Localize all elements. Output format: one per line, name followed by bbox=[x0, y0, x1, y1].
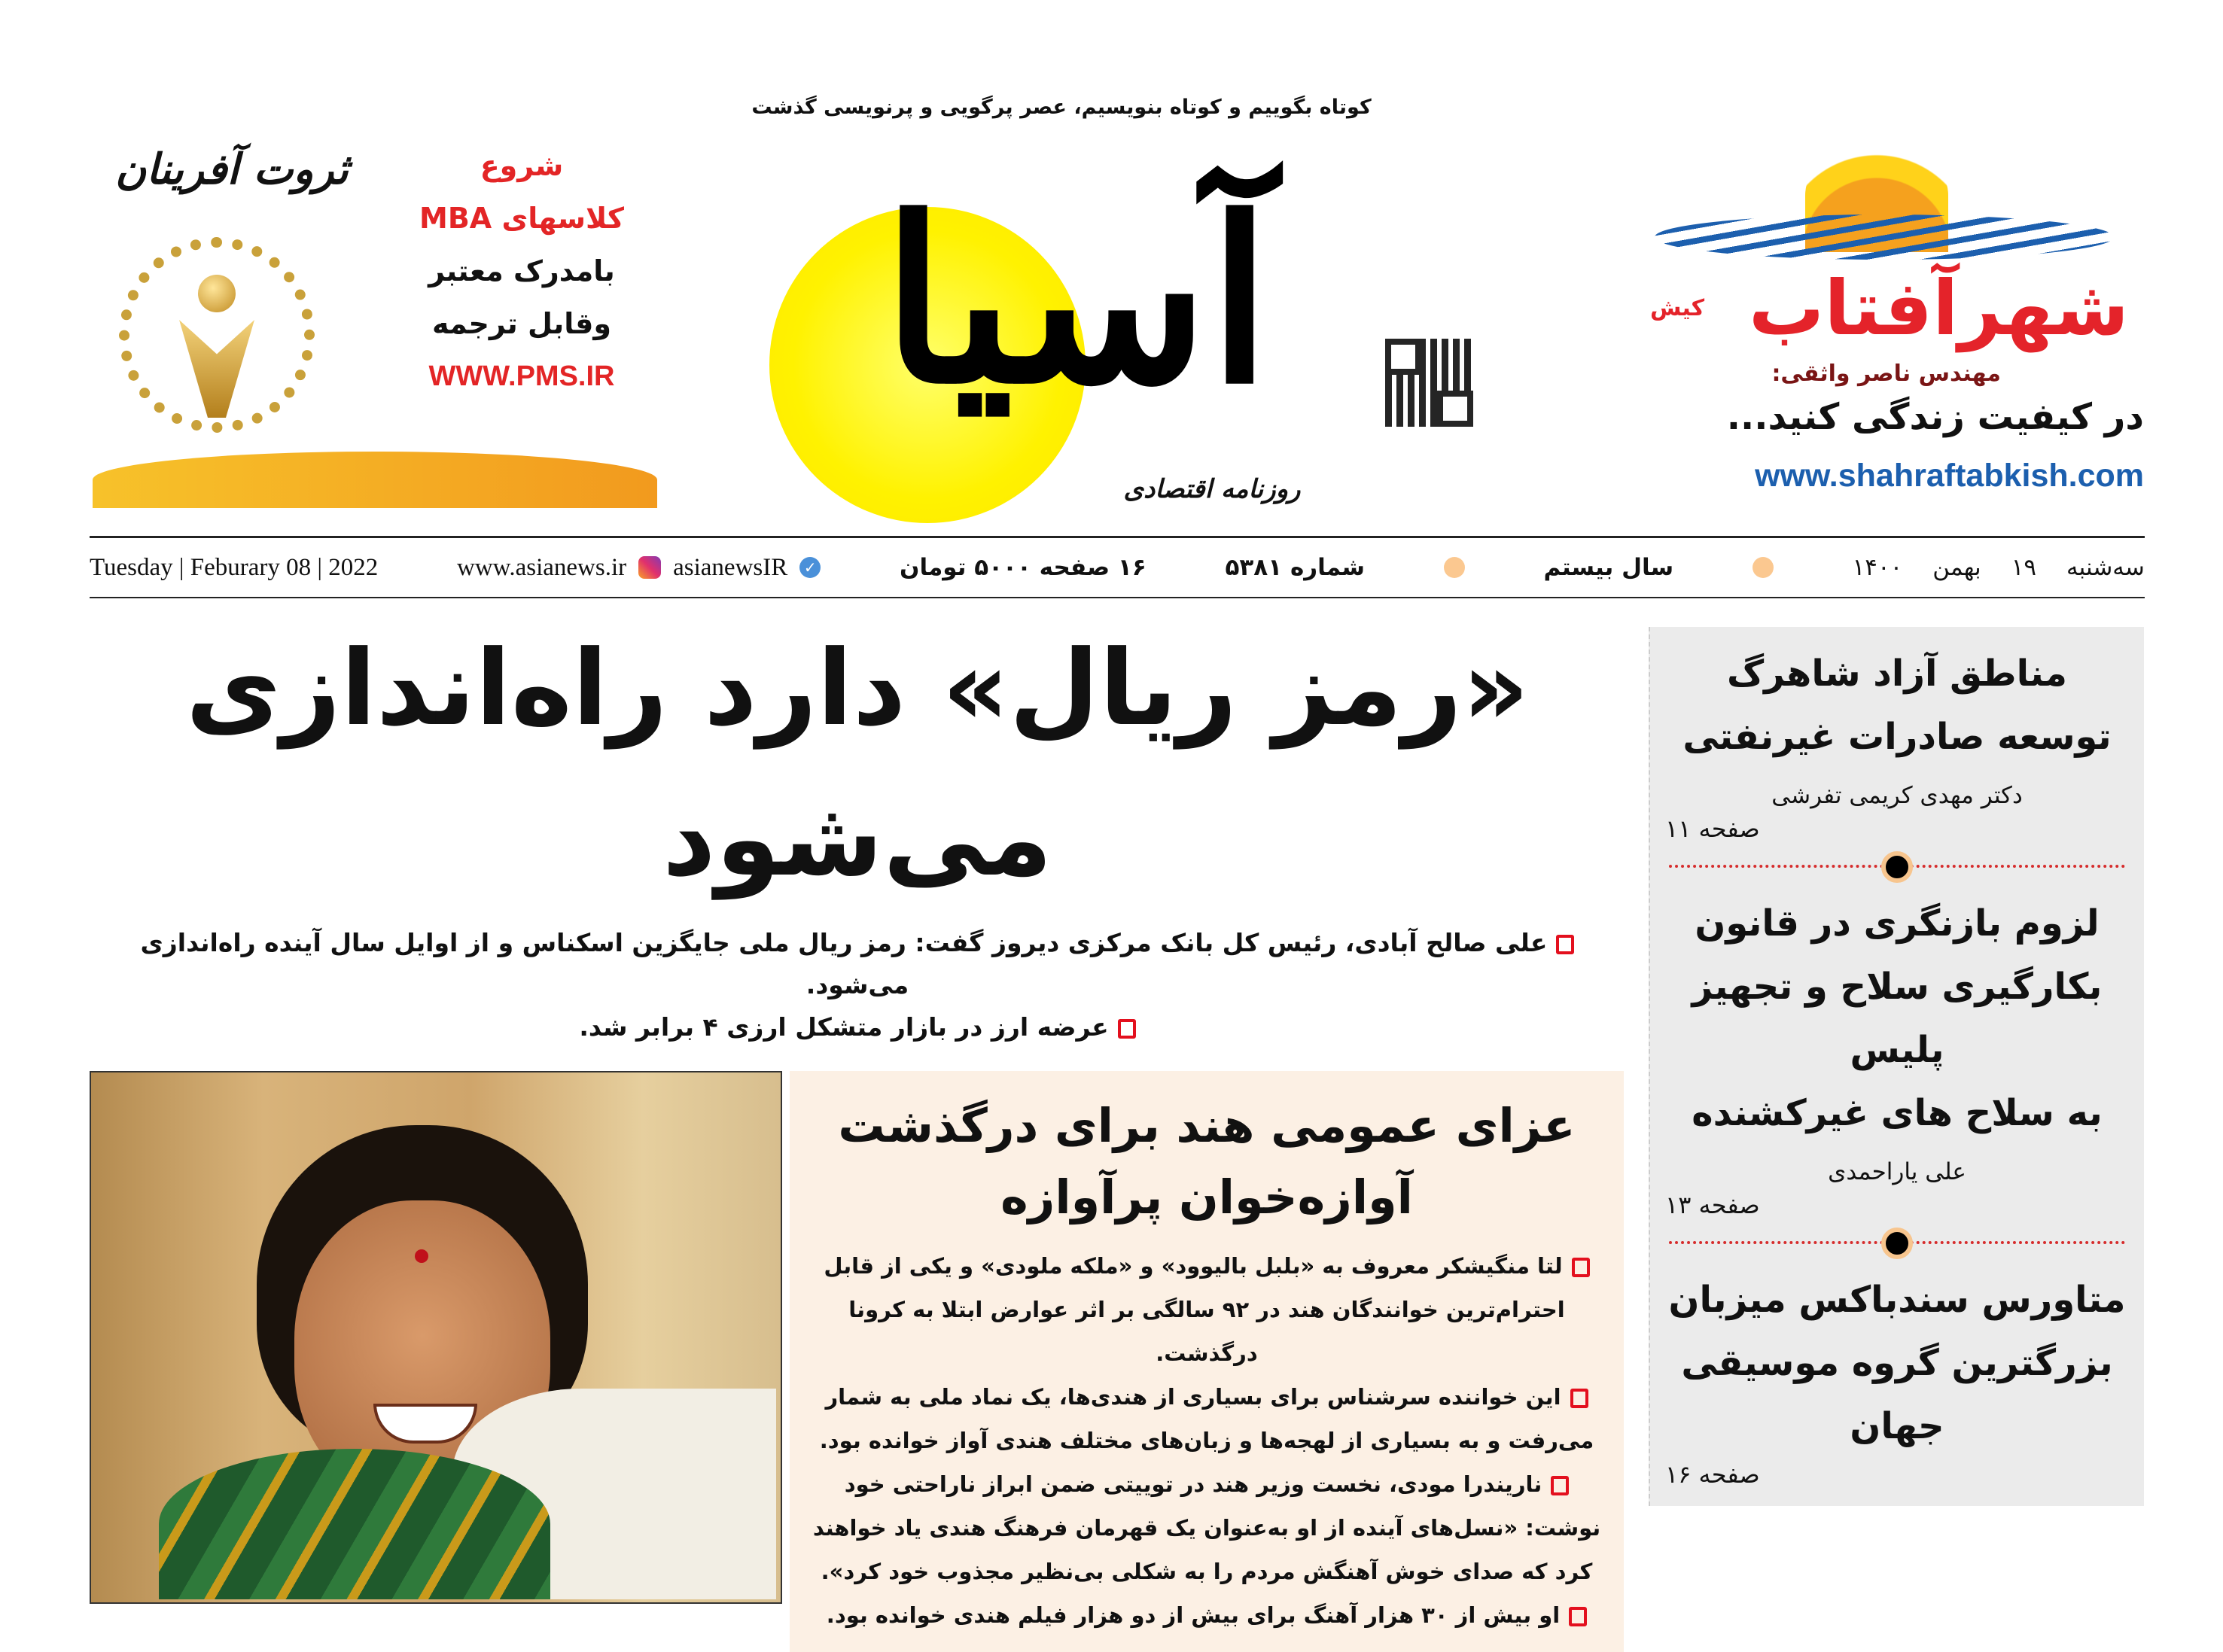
photo-bindi bbox=[415, 1249, 428, 1263]
feature-paragraph bbox=[811, 1375, 1603, 1462]
feature-title[interactable] bbox=[811, 1090, 1603, 1233]
shahr-aftab-advertisement[interactable] bbox=[1625, 132, 2148, 508]
sidebar-teasers bbox=[1649, 627, 2144, 1506]
lead-line-2 bbox=[90, 1006, 1625, 1048]
ad-url-link[interactable]: WWW.PMS.IR bbox=[428, 361, 615, 392]
separator-dot bbox=[1753, 557, 1774, 578]
persian-date bbox=[1853, 552, 2145, 583]
teaser-title-line: متاورس سندباکس میزبان bbox=[1668, 1279, 2126, 1321]
teaser-title-line: بزرگترین گروه موسیقی جهان bbox=[1681, 1342, 2113, 1447]
pages-and-price: ۱۶ صفحه ۵۰۰۰ تومان bbox=[900, 554, 1147, 581]
bullet-icon bbox=[1572, 1258, 1590, 1277]
teaser-title-line: توسعه صادرات غیرنفتی bbox=[1682, 716, 2112, 758]
ad-engineer-name: مهندس ناصر واثقی: bbox=[1771, 361, 2001, 387]
ad-slogan: در کیفیت زندگی کنید... bbox=[1726, 396, 2144, 438]
teaser-title-line: مناطق آزاد شاهرگ bbox=[1727, 653, 2067, 695]
teaser-title-3[interactable] bbox=[1665, 1268, 2129, 1458]
paragraph-text: او بیش از ۳۰ هزار آهنگ برای بیش از دو هزار فیلم هندی خوانده بود. bbox=[826, 1602, 1561, 1628]
separator-dot bbox=[1444, 557, 1465, 578]
bullet-icon bbox=[1570, 1389, 1588, 1408]
qr-code-icon[interactable] bbox=[1385, 339, 1473, 427]
feature-paragraph bbox=[811, 1244, 1603, 1375]
verified-badge-icon: ✓ bbox=[799, 557, 821, 578]
feature-body bbox=[811, 1244, 1603, 1637]
ad-line-start: شروع bbox=[480, 149, 564, 182]
lead-text: عرضه ارز در بازار متشکل ارزی ۴ برابر شد. bbox=[579, 1012, 1109, 1042]
feature-title-line: عزای عمومی هند برای درگذشت bbox=[838, 1098, 1576, 1153]
lead-line-1 bbox=[90, 922, 1625, 1006]
teaser-title-2[interactable] bbox=[1665, 892, 2129, 1145]
date-english: Tuesday | Feburary 08 | 2022 bbox=[90, 554, 379, 581]
newspaper-logo: آسیا bbox=[882, 168, 1271, 434]
feature-title-line: آوازه‌خوان پرآوازه bbox=[1000, 1170, 1413, 1225]
feature-story-row bbox=[90, 1071, 1625, 1652]
teaser-page-row bbox=[1665, 1188, 2129, 1222]
teaser-page-row bbox=[1665, 1458, 2129, 1491]
ad-line-mba: کلاسهای MBA bbox=[419, 202, 624, 235]
teaser-title-line: بکارگیری سلاح و تجهیز پلیس bbox=[1692, 966, 2103, 1071]
teaser-author: علی یاراحمدی bbox=[1828, 1158, 1966, 1185]
teaser-page[interactable]: صفحه ۱۳ bbox=[1665, 1191, 1760, 1219]
website-link[interactable]: www.asianews.ir bbox=[456, 554, 627, 581]
social-links bbox=[457, 552, 821, 583]
divider-top bbox=[90, 536, 2145, 538]
persian-year: ۱۴۰۰ bbox=[1852, 554, 1903, 581]
ad-brand-suffix: کیش bbox=[1649, 295, 1705, 321]
separator-dot bbox=[1881, 851, 1913, 883]
photo-green-sari bbox=[159, 1449, 550, 1599]
lata-mangeshkar-photo bbox=[90, 1071, 782, 1604]
ad-brand-logo: ثروت آفرینان bbox=[115, 145, 349, 194]
ad-swoosh-decoration bbox=[93, 452, 657, 508]
bullet-icon bbox=[1569, 1607, 1587, 1626]
ad-text bbox=[390, 147, 653, 410]
main-column bbox=[90, 613, 1625, 1652]
issue-info-bar bbox=[90, 544, 2145, 591]
bullet-icon bbox=[1118, 1019, 1136, 1039]
feature-article-box bbox=[790, 1071, 1624, 1652]
main-headline[interactable]: «رمز ریال» دارد راه‌اندازی می‌شود bbox=[185, 628, 1530, 899]
teaser-page[interactable]: صفحه ۱۱ bbox=[1665, 814, 1760, 843]
ad-line-translation: وقابل ترجمه bbox=[431, 307, 611, 340]
persian-month: بهمن bbox=[1932, 554, 1981, 581]
teaser-page[interactable]: صفحه ۱۶ bbox=[1665, 1460, 1760, 1489]
ad-line-certificate: بامدرک معتبر bbox=[428, 254, 615, 288]
teaser-title-line: به سلاح های غیرکشنده bbox=[1692, 1092, 2103, 1134]
ad-brand-logo: شهرآفتاب bbox=[1748, 264, 2129, 352]
instagram-icon[interactable] bbox=[638, 556, 661, 579]
volume-year: سال بیستم bbox=[1543, 554, 1674, 581]
feature-paragraph bbox=[811, 1462, 1603, 1593]
divider-bottom bbox=[90, 597, 2145, 598]
ad-url-link[interactable]: www.shahraftabkish.com bbox=[1755, 458, 2144, 494]
sea-waves-icon bbox=[1655, 214, 2114, 260]
teaser-page-row bbox=[1665, 812, 2129, 845]
bullet-icon bbox=[1551, 1476, 1569, 1495]
separator-dot bbox=[1881, 1228, 1913, 1259]
paragraph-text: این خواننده سرشناس برای بسیاری از هندی‌ها، یک نماد ملی به شمار می‌رفت و به بسیاری از لهجه‌ها و زبان‌های مختلف هندی آواز خوانده بود. bbox=[819, 1384, 1594, 1453]
paragraph-text: ناریندرا مودی، نخست وزیر هند در توییتی ضمن ابراز ناراحتی خود نوشت: «نسل‌های آینده از او به‌عنوان یک قهرمان فرهنگ هندی یاد خواهند کرد که صدای خوش آهنگش مردم را به شکلی بی‌نظیر مجذوب خود کرد». bbox=[812, 1471, 1601, 1584]
paragraph-text: لتا منگیشکر معروف به «بلبل بالیوود» و «ملکه ملودی» و یکی از قابل احترام‌ترین خوانندگان هند در ۹۲ سالگی بر اثر عوارض ابتلا به کرونا درگذشت. bbox=[824, 1253, 1565, 1366]
teaser-title-1[interactable] bbox=[1665, 642, 2129, 768]
bullet-icon bbox=[1556, 935, 1574, 954]
persian-day: ۱۹ bbox=[2011, 554, 2036, 581]
lead-text: علی صالح آبادی، رئیس کل بانک مرکزی دیروز گفت: رمز ریال ملی جایگزین اسکناس و از اوایل سال آینده راه‌اندازی می‌شود. bbox=[140, 928, 1548, 999]
pms-mba-advertisement[interactable] bbox=[89, 124, 661, 508]
issue-number: شماره ۵۳۸۱ bbox=[1225, 554, 1366, 581]
instagram-handle[interactable]: asianewsIR bbox=[673, 554, 788, 581]
newspaper-subtitle: روزنامه اقتصادی bbox=[1123, 474, 1301, 504]
feature-paragraph bbox=[811, 1593, 1603, 1637]
teaser-separator bbox=[1665, 851, 2129, 881]
teaser-author: دکتر مهدی کریمی تفرشی bbox=[1771, 782, 2023, 809]
teaser-title-line: لزوم بازنگری در قانون bbox=[1695, 902, 2100, 945]
teaser-separator bbox=[1665, 1228, 2129, 1258]
gold-figure-logo-icon bbox=[198, 275, 236, 312]
persian-weekday: سه‌شنبه bbox=[2066, 554, 2145, 581]
masthead-tagline: کوتاه بگوییم و کوتاه بنویسیم، عصر پرگویی و پرنویسی گذشت bbox=[751, 96, 1372, 119]
